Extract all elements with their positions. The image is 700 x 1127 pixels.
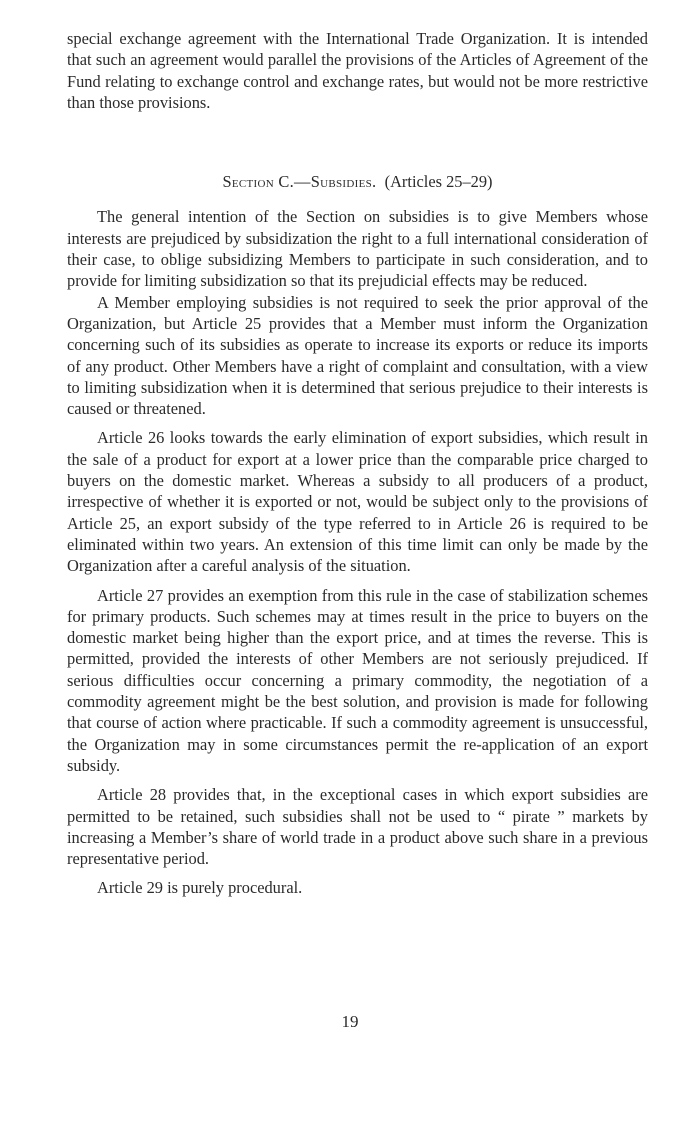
paragraph-general-intention: The general intention of the Section on subsidies is to give Members whose interests are prejudiced by subsidization the right to a full international consideration of their case, to oblige subsidizing Members to participate in such consideration, and to provide for limiting subsidization so that its prejudicial effects may be reduced. [67,207,648,291]
section-title: Section C.—Subsidies. [222,172,377,192]
intro-paragraph: special exchange agreement with the International Trade Organization. It is intended that such an agreement would parallel the provisions of the Articles of Agreement of the Fund relating to exchange control and exchange rates, but would not be more restrictive than those provisions. [67,29,648,112]
document-page [67,28,648,899]
section-articles: (Articles 25–29) [384,172,493,192]
page-number: 19 [341,1012,359,1031]
paragraph-article-26: Article 26 looks towards the early elimination of export subsidies, which result in the sale of a product for export at a lower price than the comparable price charged to buyers on the domestic market. Whereas a subsidy to all producers of a product, irrespective of whether it is exported or not, would be subject only to the provisions of Article 25, an export subsidy of the type referred to in Article 26 is required to be eliminated within two years. An extension of this time limit can only be made by the Organization after a careful analysis of the situation. [67,428,648,576]
paragraph-article-27: Article 27 provides an exemption from this rule in the case of stabilization schemes for primary products. Such schemes may at times result in the price to buyers on the domestic market being higher than the export price, and at times the reverse. This is permitted, provided the interests of other Members are not seriously prejudiced. If serious difficulties occur concerning a primary commodity, the negotiation of a commodity agreement might be the best solution, and provision is made for following that course of action where practicable. If such a commodity agreement is unsuccessful, the Organization may in some circumstances permit the re-application of an export subsidy. [67,585,648,775]
paragraph-article-25: A Member employing subsidies is not required to seek the prior approval of the Organization, but Article 25 provides that a Member must inform the Organization concerning such of its subsidies as operate to increase its exports or reduce its imports of any product. Other Members have a right of complaint and consultation, with a view to limiting subsidization when it is determined that serious prejudice to their interests is caused or threatened. [67,292,648,419]
paragraph-article-29: Article 29 is purely procedural. [97,878,303,898]
section-heading [67,171,648,192]
paragraph-article-28: Article 28 provides that, in the exceptional cases in which export subsidies are permitted to be retained, such subsidies shall not be used to “ pirate ” markets by increasing a Member’s share of world trade in a product above such share in a previous representative period. [67,785,648,869]
